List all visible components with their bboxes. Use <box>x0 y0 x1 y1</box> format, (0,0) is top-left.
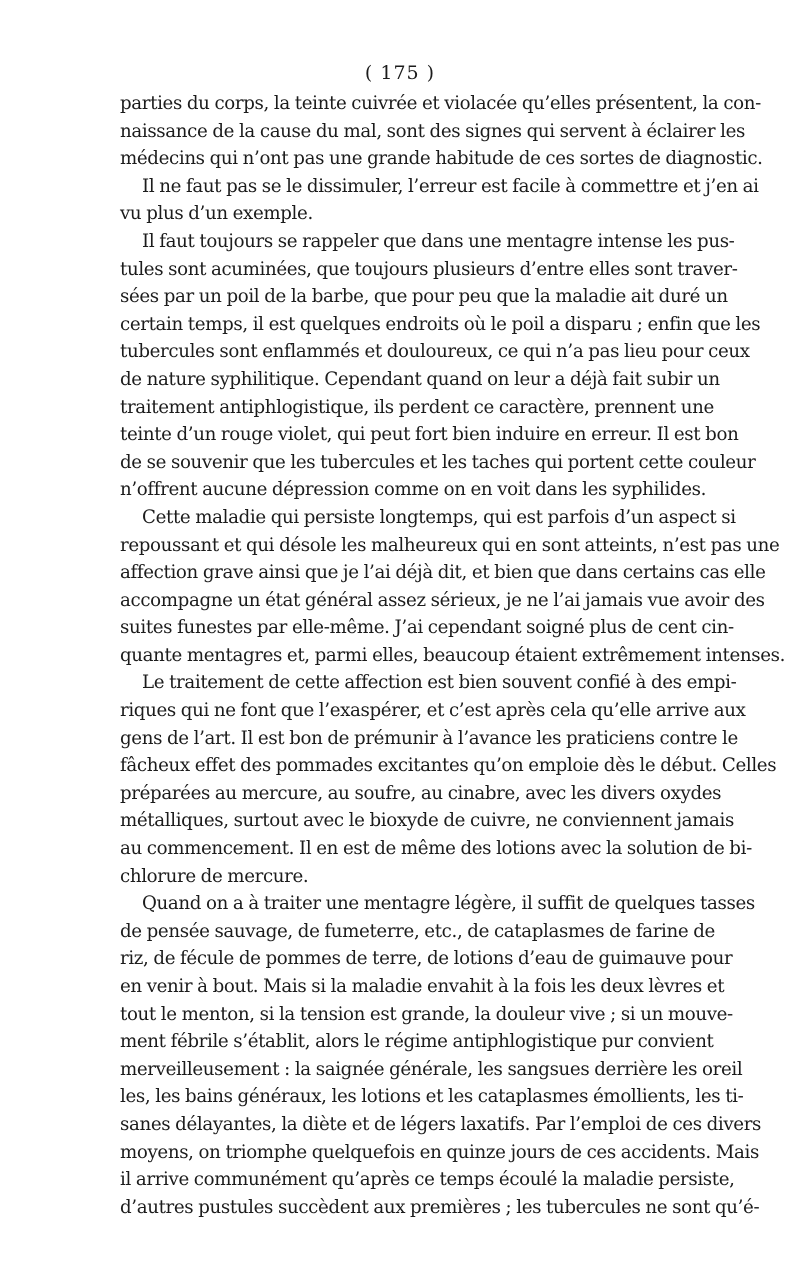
text-line: Le traitement de cette affection est bien souvent confié à des empi- <box>142 672 737 694</box>
text-line: sées par un poil de la barbe, que pour peu que la maladie ait duré un <box>120 286 728 308</box>
text-line: naissance de la cause du mal, sont des signes qui servent à éclairer les <box>120 120 745 142</box>
text-line: de nature syphilitique. Cependant quand on leur a déjà fait subir un <box>120 368 720 390</box>
text-line: moyens, on triomphe quelquefois en quinze jours de ces accidents. Mais <box>120 1141 759 1163</box>
text-line: Il ne faut pas se le dissimuler, l’erreur est facile à commettre et j’en ai <box>142 175 759 197</box>
text-line: teinte d’un rouge violet, qui peut fort bien induire en erreur. Il est bon <box>120 424 739 446</box>
text-line: quante mentagres et, parmi elles, beaucoup étaient extrêmement intenses. <box>120 644 786 666</box>
text-line: chlorure de mercure. <box>120 865 309 887</box>
text-line: suites funestes par elle-même. J’ai cependant soigné plus de cent cin- <box>120 617 734 639</box>
text-line: Il faut toujours se rappeler que dans une mentagre intense les pus- <box>142 230 735 252</box>
text-line: gens de l’art. Il est bon de prémunir à l’avance les praticiens contre le <box>120 727 738 749</box>
text-line: tout le menton, si la tension est grande, la douleur vive ; si un mouve- <box>120 1003 733 1025</box>
text-line: les, les bains généraux, les lotions et les cataplasmes émollients, les ti- <box>120 1086 744 1108</box>
text-line: métalliques, surtout avec le bioxyde de cuivre, ne conviennent jamais <box>120 810 734 832</box>
text-line: sanes délayantes, la diète et de légers laxatifs. Par l’emploi de ces divers <box>120 1113 762 1135</box>
text-line: il arrive communément qu’après ce temps écoulé la maladie persiste, <box>120 1169 735 1191</box>
book-page <box>120 58 786 1221</box>
text-line: affection grave ainsi que je l’ai déjà dit, et bien que dans certains cas elle <box>120 562 766 584</box>
text-line: tubercules sont enflammés et douloureux, ce qui n’a pas lieu pour ceux <box>120 341 750 363</box>
text-line: tules sont acuminées, que toujours plusieurs d’entre elles sont traver- <box>120 258 738 280</box>
text-line: de pensée sauvage, de fumeterre, etc., de cataplasmes de farine de <box>120 920 715 942</box>
text-line: en venir à bout. Mais si la maladie envahit à la fois les deux lèvres et <box>120 976 725 997</box>
text-line: riques qui ne font que l’exaspérer, et c’est après cela qu’elle arrive aux <box>120 700 746 722</box>
text-line: Cette maladie qui persiste longtemps, qui est parfois d’un aspect si <box>142 506 736 528</box>
text-line: fâcheux effet des pommades excitantes qu’on emploie dès le début. Celles <box>120 755 777 777</box>
text-line: ment fébrile s’établit, alors le régime antiphlogistique pur convient <box>120 1031 714 1053</box>
text-line: Quand on a à traiter une mentagre légère, il suffit de quelques tasses <box>142 893 755 915</box>
text-line: de se souvenir que les tubercules et les taches qui portent cette couleur <box>120 451 756 473</box>
text-line: riz, de fécule de pommes de terre, de lotions d’eau de guimauve pour <box>120 948 733 970</box>
text-line: repoussant et qui désole les malheureux qui en sont atteints, n’est pas une <box>120 534 780 556</box>
text-line: médecins qui n’ont pas une grande habitude de ces sortes de diagnostic. <box>120 148 763 170</box>
body-text <box>120 90 786 1221</box>
text-line: préparées au mercure, au soufre, au cinabre, avec les divers oxydes <box>120 782 722 804</box>
page-number: ( 175 ) <box>364 62 436 84</box>
text-line: n’offrent aucune dépression comme on en voit dans les syphilides. <box>120 479 707 501</box>
text-line: accompagne un état général assez sérieux, je ne l’ai jamais vue avoir des <box>120 589 765 611</box>
text-line: certain temps, il est quelques endroits où le poil a disparu ; enfin que les <box>120 313 761 335</box>
text-line: vu plus d’un exemple. <box>120 203 313 225</box>
text-line: au commencement. Il en est de même des lotions avec la solution de bi- <box>120 838 752 860</box>
text-line: parties du corps, la teinte cuivrée et violacée qu’elles présentent, la con- <box>120 93 761 114</box>
text-line: traitement antiphlogistique, ils perdent ce caractère, prennent une <box>120 396 714 418</box>
text-line: merveilleusement : la saignée générale, les sangsues derrière les oreil <box>120 1058 743 1080</box>
text-line: d’autres pustules succèdent aux premières ; les tubercules ne sont qu’é- <box>120 1196 760 1218</box>
